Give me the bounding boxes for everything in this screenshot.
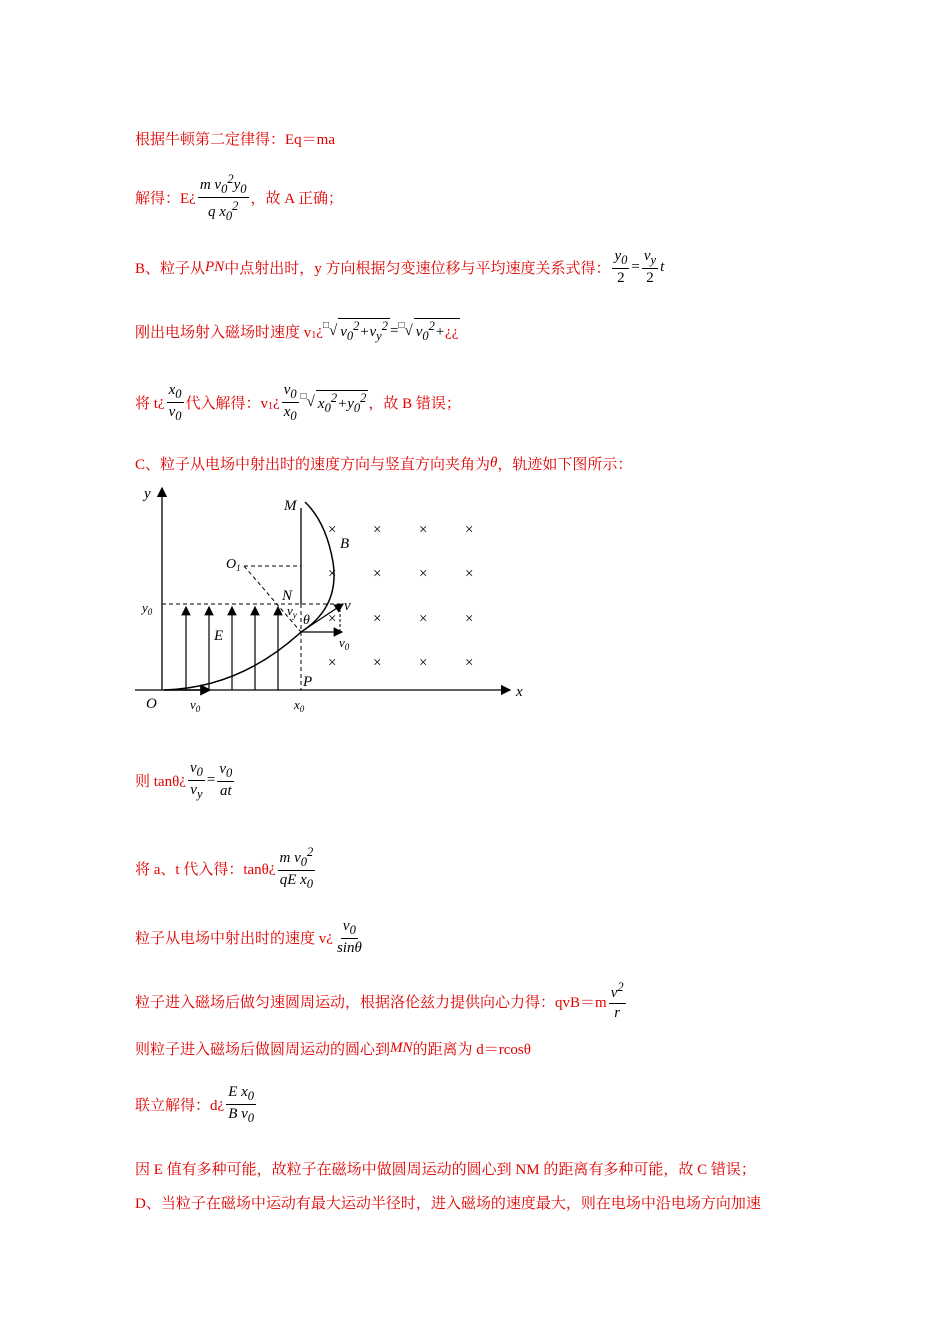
fraction-v0-sintheta: $\frac{v_0}{\sin\theta}$ [336, 918, 362, 957]
svg-text:×: × [328, 566, 337, 582]
C-suffix: ，轨迹如下图所示： [497, 457, 633, 473]
svg-text:×: × [465, 566, 474, 582]
label-B: B [340, 536, 350, 552]
line-lorentz [135, 980, 628, 1023]
newton-law-text: 根据牛顿第二定律得：Eq＝ma [135, 132, 335, 148]
svg-text:×: × [373, 522, 382, 538]
C-text: C、粒子从电场中射出时的速度方向与竖直方向夹角为 [135, 457, 491, 473]
svg-text:×: × [465, 655, 474, 671]
substitute-t-mid: 代入解得：v [185, 396, 269, 413]
line-substitute-t: 将 t ¿ $\frac{x_0}{v_0}$ 代入解得：v 1 ¿ $\frac{v_0}{x_0}$ □ √ $x_0^2+y_0^2$ ，故 B 错误； [135, 382, 461, 424]
label-O1: $O_1$ [226, 557, 241, 573]
lorentz-text: 粒子进入磁场后做匀速圆周运动，根据洛伦兹力提供向心力得：qvB＝m [135, 994, 607, 1011]
PN-label: PN [205, 259, 225, 276]
fraction-vy-over-2: $\frac{v_y}{2}$ [643, 248, 657, 287]
svg-text:×: × [419, 611, 428, 627]
distance-prefix: 则粒子进入磁场后做圆周运动的圆心到 [135, 1042, 391, 1058]
solve-E-prefix: 解得：E [135, 191, 190, 208]
tan-sub-prefix: 将 a、t 代入得：tanθ [135, 861, 269, 878]
fraction-x0-v0: $\frac{x_0}{v_0}$ [168, 382, 182, 424]
C-conclusion-text: 因 E 值有多种可能，故粒子在磁场中做圆周运动的圆心到 NM 的距离有多种可能，故 C 错误； [135, 1162, 756, 1178]
line-C-statement [135, 453, 632, 474]
fraction-v0-at: $\frac{v_0}{at}$ [219, 761, 233, 800]
fraction-Ex0-Bv0: $\frac{E x_0}{B v_0}$ [228, 1084, 255, 1126]
solve-d-prefix: 联立解得：d [135, 1098, 218, 1115]
line-D-statement [135, 1192, 761, 1213]
fraction-v2-r: $\frac{v^2}{r}$ [610, 980, 624, 1022]
line-C-conclusion [135, 1158, 756, 1179]
line-tan-theta: 则 tanθ ¿ $\frac{v_0}{v_y}$ = $\frac{v_0}{at}$ [135, 760, 233, 802]
line-distance [135, 1038, 531, 1059]
svg-text:×: × [328, 522, 337, 538]
line-solve-E: 解得：E ¿ $\frac{m v_0^2y_0}{q x_0^2}$ ，故 A 正确； [135, 172, 344, 224]
theta-symbol: θ [490, 455, 498, 471]
label-v0-exit: $v_0$ [339, 635, 350, 652]
entry-speed-prefix: 刚出电场射入磁场时速度 v [135, 324, 312, 341]
svg-text:×: × [373, 611, 382, 627]
line-tan-substituted: 将 a、t 代入得：tanθ ¿ $\frac{m v_0^2}{qE x_0}$ [135, 845, 314, 892]
fraction-mv02-qEx0: $\frac{m v_0^2}{qE x_0}$ [279, 845, 314, 892]
svg-text:×: × [328, 655, 337, 671]
label-v: v [344, 598, 351, 614]
line-solve-d: 联立解得：d ¿ $\frac{E x_0}{B v_0}$ [135, 1084, 255, 1126]
line-newton [135, 128, 335, 149]
fraction-v0-x0: $\frac{v_0}{x_0}$ [283, 382, 297, 424]
svg-text:×: × [328, 611, 337, 627]
label-vy: $v_y$ [287, 603, 297, 620]
D-text: D、当粒子在磁场中运动有最大运动半径时，进入磁场的速度最大，则在电场中沿电场方向加速 [135, 1196, 761, 1212]
label-P: P [303, 674, 313, 690]
B-text: 中点射出时，y 方向根据匀变速位移与平均速度关系式得： [224, 261, 611, 278]
MN-label: MN [390, 1040, 413, 1056]
label-M: M [284, 498, 297, 514]
label-N: N [282, 588, 293, 604]
B-prefix: B、粒子从 [135, 261, 206, 278]
x-axis-label: x [516, 684, 523, 700]
label-v0-origin: $v_0$ [190, 697, 201, 714]
svg-text:×: × [465, 522, 474, 538]
line-exit-speed: 粒子从电场中射出时的速度 v ¿ $\frac{v_0}{\sin\theta}$ [135, 918, 362, 957]
svg-text:×: × [419, 655, 428, 671]
exit-speed-prefix: 粒子从电场中射出时的速度 v [135, 931, 327, 948]
y0-label: $y_0$ [142, 600, 153, 617]
solve-E-suffix: ，故 A 正确； [250, 191, 344, 208]
substitute-t-suffix: ，故 B 错误； [368, 396, 461, 413]
label-E: E [214, 628, 224, 644]
label-theta: θ [303, 613, 310, 628]
origin-label: O [146, 696, 157, 712]
svg-text:×: × [373, 655, 382, 671]
svg-text:×: × [373, 566, 382, 582]
trajectory-figure [130, 482, 540, 727]
svg-text:×: × [419, 566, 428, 582]
fraction-v0-vy: $\frac{v_0}{v_y}$ [189, 760, 203, 802]
trajectory-diagram [130, 482, 540, 722]
fraction-E: $\frac{m v_0^2y_0}{q x_0^2}$ [199, 172, 247, 224]
y-axis-label: y [144, 486, 151, 502]
label-x0: $x_0$ [294, 697, 305, 714]
tan-theta-prefix: 则 tanθ [135, 774, 180, 791]
svg-text:×: × [465, 611, 474, 627]
line-entry-speed: 刚出电场射入磁场时速度 v 1 ¿ □ √ $v_0^2+v_y^2$ = □ √ $v_0^2+¿¿$ [135, 319, 459, 343]
distance-suffix: 的距离为 d＝rcosθ [412, 1042, 531, 1058]
line-B-statement: B、粒子从 PN 中点射出时，y 方向根据匀变速位移与平均速度关系式得： $\frac{y_0}{2}$ = $\frac{v_y}{2}$ t [135, 248, 665, 287]
substitute-t-prefix: 将 t [135, 396, 158, 413]
O1-radius-line [244, 566, 301, 632]
fraction-y0-over-2: $\frac{y_0}{2}$ [614, 248, 628, 287]
magnetic-field-crosses [328, 522, 473, 671]
svg-text:×: × [419, 522, 428, 538]
